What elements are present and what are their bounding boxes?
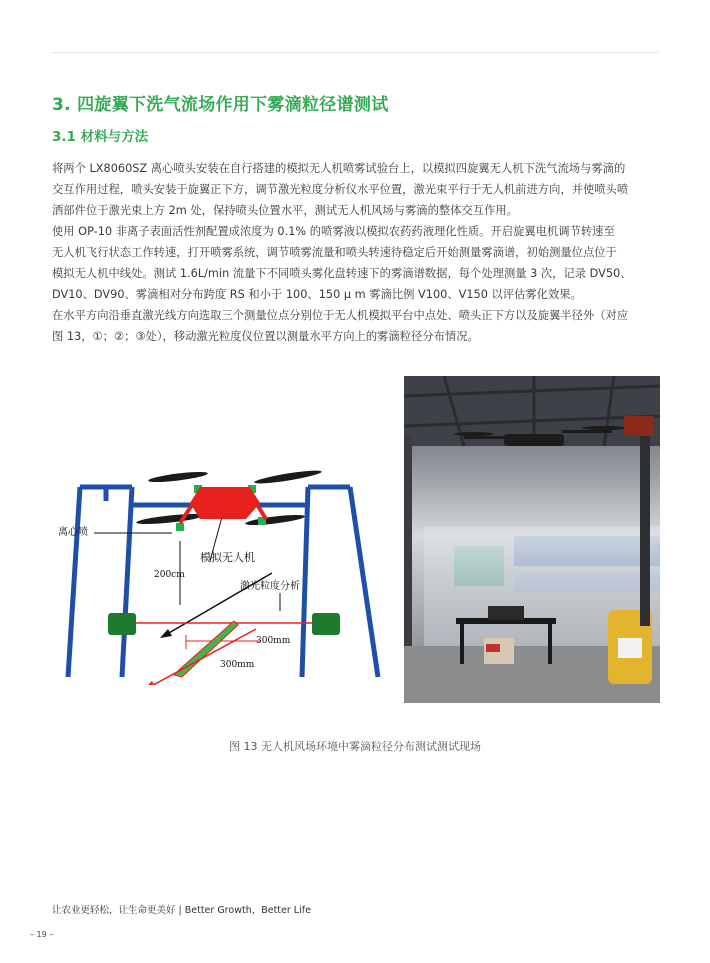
- drone-label: 模拟无人机: [200, 551, 255, 564]
- body-paragraph: [52, 158, 664, 347]
- paragraph-line: DV10、DV90、雾滴相对分布跨度 RS 和小于 100、150 μ m 雾滴比例 V100、V150 以评估雾化效果。: [52, 288, 582, 301]
- arrowhead: [160, 629, 172, 638]
- test-scene-photo: [404, 376, 660, 703]
- paragraph-line: 将两个 LX8060SZ 离心喷头安装在自行搭建的模拟无人机喷雾试验台上，以模拟四旋翼无人机下洗气流场与雾滴的: [52, 162, 626, 175]
- figure-caption: 图 13 无人机风场环境中雾滴粒径分布测试测试现场: [229, 740, 481, 753]
- subsection-title: 3.1 材料与方法: [52, 129, 149, 145]
- diagonal-arrow: [162, 573, 272, 637]
- laser-analyzer-label: 激光粒度分析: [240, 581, 300, 592]
- test-rig-diagram: [50, 455, 395, 685]
- distance-label-1: 300mm: [256, 636, 291, 646]
- page-number: – 19 –: [30, 930, 54, 939]
- direction-arrowhead: [142, 681, 156, 685]
- paragraph-line: 在水平方向沿垂直激光线方向选取三个测量位点分别位于无人机模拟平台中点处、喷头正下方以及旋翼半径外（对应: [52, 309, 629, 322]
- height-label: 200cm: [154, 570, 185, 580]
- top-rule: [52, 52, 658, 53]
- paragraph-line: 无人机飞行状态工作转速，打开喷雾系统，调节喷雾流量和喷头转速待稳定后开始测量雾滴谱，初始测量位点位于: [52, 246, 617, 259]
- nozzle-label: 离心喷: [58, 527, 88, 538]
- paragraph-line: 交互作用过程，喷头安装于旋翼正下方，调节激光粒度分析仪水平位置，激光束平行于无人机前进方向，并使喷头喷: [52, 183, 629, 196]
- paragraph-line: 图 13，①；②；③处），移动激光粒度仪位置以测量水平方向上的雾滴粒径分布情况。: [52, 330, 479, 343]
- paragraph-line: 使用 OP-10 非离子表面活性剂配置成浓度为 0.1% 的喷雾液以模拟农药药液理化性质。开启旋翼电机调节转速至: [52, 225, 615, 238]
- footer-slogan: 让农业更轻松，让生命更美好 | Better Growth，Better Life: [52, 905, 311, 916]
- paragraph-line: 模拟无人机中线处。测试 1.6L/min 流量下不同喷头雾化盘转速下的雾滴谱数据，每个处理测量 3 次，记录 DV50、: [52, 267, 632, 280]
- section-title: 3. 四旋翼下洗气流场作用下雾滴粒径谱测试: [52, 95, 389, 115]
- paragraph-line: 洒部件位于激光束上方 2m 处，保持喷头位置水平，测试无人机风场与雾滴的整体交互作用。: [52, 204, 518, 217]
- distance-label-2: 300mm: [220, 660, 255, 670]
